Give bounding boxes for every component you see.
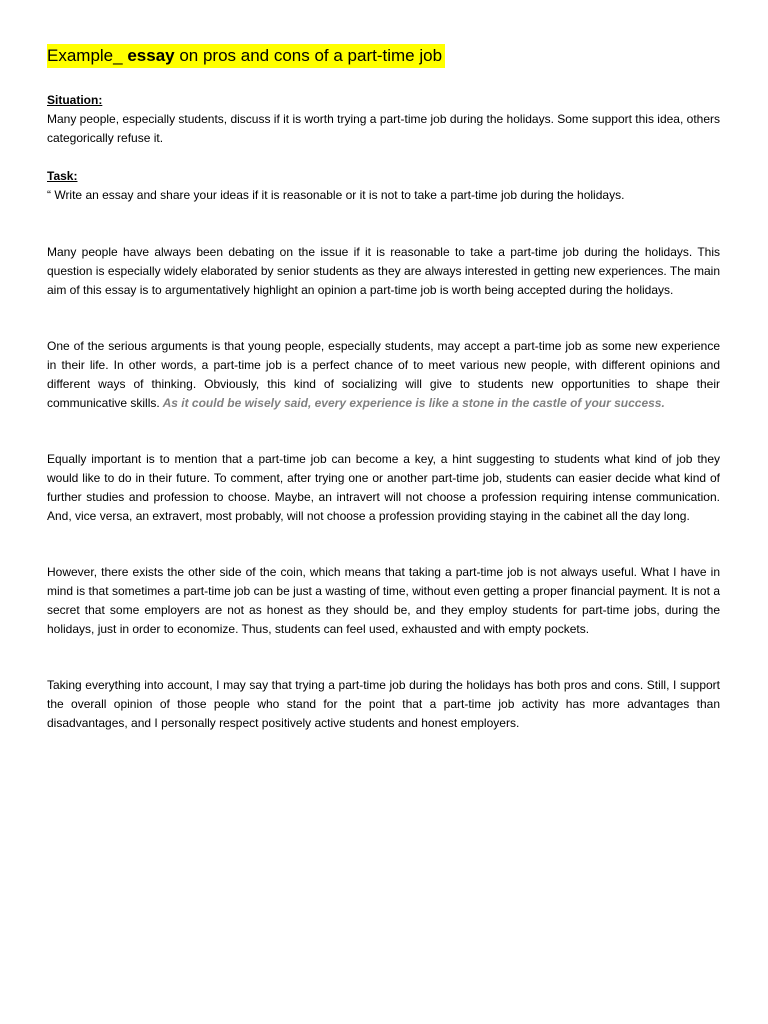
task-text: “ Write an essay and share your ideas if it is reasonable or it is not to take a part-time job during the holidays. — [47, 188, 625, 202]
situation-text: Many people, especially students, discuss if it is worth trying a part-time job during the holidays. Some support this idea, others categorically refuse it. — [47, 112, 721, 145]
essay-page — [47, 44, 720, 733]
paragraph-argument-1 — [47, 337, 720, 413]
paragraph-conclusion: Taking everything into account, I may say that trying a part-time job during the holidays has both pros and cons. Still, I support the overall opinion of those people who stand for the point that a part-time job activity has more advantages than disadvantages, and I personally respect positively active students and honest employers. — [47, 678, 720, 730]
title-suffix: on pros and cons of a part-time job — [174, 46, 443, 65]
paragraph-argument-1-text: One of the serious arguments is that young people, especially students, may accept a part-time job as some new experience in their life. In other words, a part-time job is a perfect chance of to meet various new people, with different opinions and different ways of thinking. Obviously, this kind of socializing will give to students new opportunities to shape their communicative skills. — [47, 339, 720, 410]
paragraph-intro: Many people have always been debating on the issue if it is reasonable to take a part-time job during the holidays. This question is especially widely elaborated by senior students as they are always interested in getting new experiences. The main aim of this essay is to argumentatively highlight an opinion a part-time job is worth being accepted during the holidays. — [47, 245, 720, 297]
essay-title — [47, 44, 445, 68]
title-prefix: Example_ — [47, 46, 128, 65]
task-label: Task: — [47, 169, 78, 183]
quote-text: As it could be wisely said, every experience is like a stone in the castle of your success. — [159, 396, 665, 410]
paragraph-counterargument: However, there exists the other side of the coin, which means that taking a part-time job is not always useful. What I have in mind is that sometimes a part-time job can be just a wasting of time, without even getting a proper financial payment. It is not a secret that some employers are not as honest as they should be, and they employ students for part-time jobs, during the holidays, just in order to economize. Thus, students can feel used, exhausted and with empty pockets. — [47, 565, 720, 636]
situation-label: Situation: — [47, 93, 103, 107]
title-bold-word: essay — [127, 46, 175, 65]
paragraph-argument-2: Equally important is to mention that a part-time job can become a key, a hint suggesting to students what kind of job they would like to do in their future. To comment, after trying one or another part-time job, students can easier decide what kind of further studies and profession to choose. Maybe, an intravert will not choose a profession requiring intense communication. And, vice versa, an extravert, most probably, will not choose a profession providing staying in the cabinet all the day long. — [47, 452, 720, 523]
